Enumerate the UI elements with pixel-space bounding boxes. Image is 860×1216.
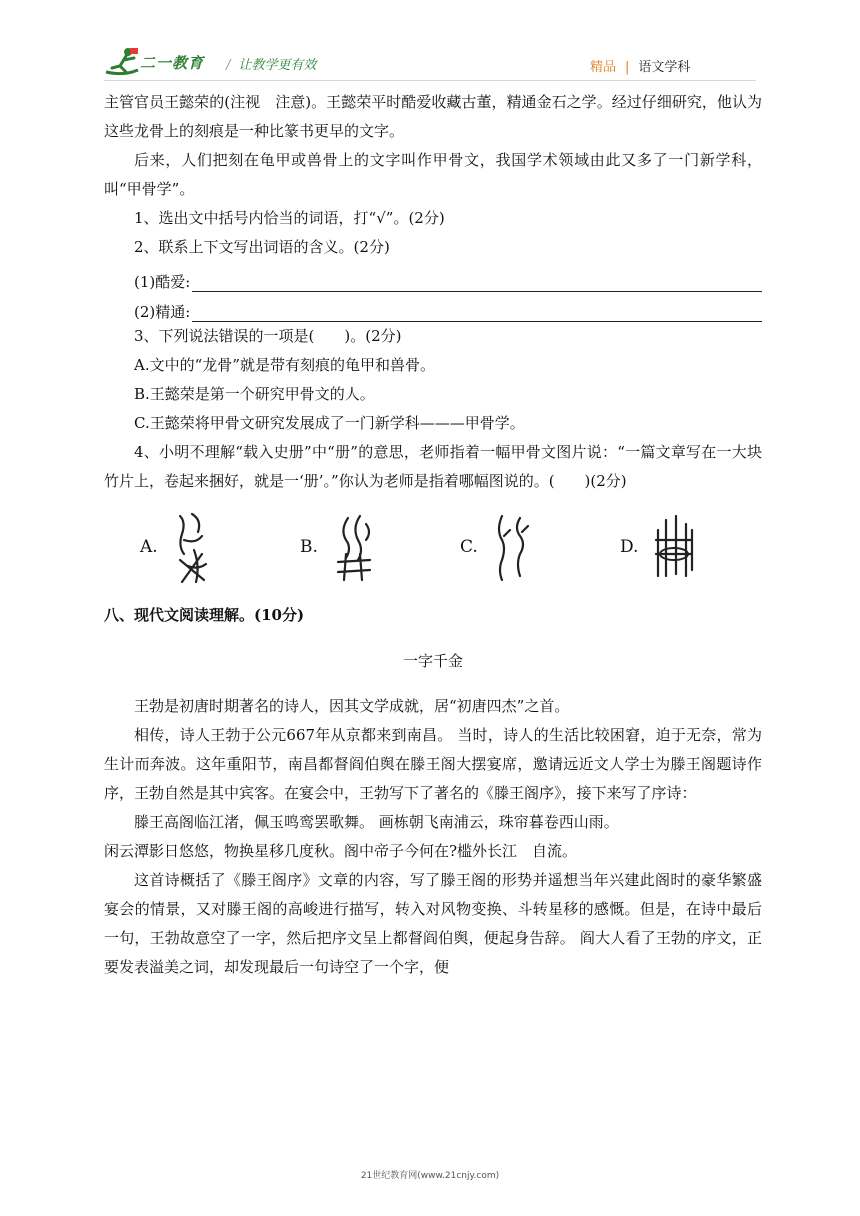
question-4: 4、小明不理解“载入史册”中“册”的意思，老师指着一幅甲骨文图片说：“一篇文章写在一大块竹片上，卷起来捆好，就是一‘册’。”你认为老师是指着哪幅图说的。( )(2分) [104, 443, 762, 490]
premium-label: 精品 [590, 60, 617, 75]
answer-label: (2)精通: [134, 303, 191, 321]
oracle-glyph-d-icon [652, 510, 696, 584]
oracle-glyph-c-icon [492, 510, 532, 584]
header-divider [104, 80, 756, 81]
question-2: 2、联系上下文写出词语的含义。(2分) [134, 238, 390, 256]
option-b: B.王懿荣是第一个研究甲骨文的人。 [134, 385, 375, 403]
page-footer: 21世纪教育网(www.21cnjy.com) [360, 1171, 500, 1181]
slogan [226, 54, 316, 73]
paragraph: 后来，人们把刻在龟甲或兽骨上的文字叫作甲骨文，我国学术领域由此又多了一门新学科，叫“甲骨学”。 [104, 151, 762, 198]
question-1: 1、选出文中括号内恰当的词语，打“√”。(2分) [134, 209, 445, 227]
answer-blank[interactable] [192, 271, 762, 292]
figure-label: A. [140, 537, 158, 557]
oracle-glyph-b-icon [332, 510, 376, 584]
figure-label: D. [620, 537, 639, 557]
figure-label: C. [460, 537, 478, 557]
slogan-text: 让教学更有效 [238, 58, 317, 73]
section-heading: 八、现代文阅读理解。(10分) [104, 606, 305, 624]
paragraph: 相传，诗人王勃于公元667年从京都来到南昌。 当时，诗人的生活比较困窘，迫于无奈，常为生计而奔波。这年重阳节，南昌都督阎伯舆在滕王阁大摆宴席，邀请远近文人学士为滕王阁题诗作序，王勃自然是其中宾客。在宴会中，王勃写下了著名的《滕王阁序》，接下来写了序诗： [104, 726, 762, 802]
figure-c [460, 510, 532, 584]
question-3: 3、下列说法错误的一项是( )。(2分) [134, 327, 402, 345]
subject-label: 语文学科 [638, 60, 691, 75]
tag-divider: | [625, 60, 630, 75]
poem-line: 滕王高阁临江渚，佩玉鸣鸾罢歌舞。 画栋朝飞南浦云，珠帘暮卷西山雨。 [134, 813, 619, 831]
poem-line: 闲云潭影日悠悠，物换星移几度秋。阁中帝子今何在?槛外长江 自流。 [104, 842, 578, 860]
answer-label: (1)酷爱: [134, 273, 191, 291]
paragraph: 这首诗概括了《滕王阁序》文章的内容，写了滕王阁的形势并遥想当年兴建此阁时的豪华繁盛宴会的情景，又对滕王阁的高峻进行描写，转入对风物变换、斗转星移的感慨。但是，在诗中最后一句，王勃故意空了一字，然后把序文呈上都督阎伯舆，便起身告辞。 阎大人看了王勃的序文，正要发表溢美之词，却发现最后一句诗空了一个字，便 [104, 871, 762, 976]
answer-blank[interactable] [192, 301, 762, 322]
paragraph: 王勃是初唐时期著名的诗人，因其文学成就，居“初唐四杰”之首。 [134, 697, 570, 715]
subject-tag [590, 56, 690, 75]
figure-d [620, 510, 696, 584]
option-c: C.王懿荣将甲骨文研究发展成了一门新学科———甲骨学。 [134, 414, 525, 432]
figure-label: B. [300, 537, 318, 557]
oracle-glyph-a-icon [172, 510, 212, 584]
oracle-figures [104, 502, 762, 594]
page-header [0, 0, 860, 90]
figure-b [300, 510, 376, 584]
answer-row-2 [134, 292, 762, 322]
slogan-separator: / [226, 58, 231, 73]
document-body [104, 88, 762, 982]
answer-row-1 [134, 262, 762, 292]
logo-text: 二一教育 [140, 54, 205, 72]
option-a: A.文中的“龙骨”就是带有刻痕的龟甲和兽骨。 [134, 356, 435, 374]
paragraph: 主管官员王懿荣的(注视 注意)。王懿荣平时酷爱收藏古董，精通金石之学。经过仔细研究，他认为这些龙骨上的刻痕是一种比篆书更早的文字。 [104, 93, 762, 140]
figure-a [140, 510, 212, 584]
story-title: 一字千金 [402, 652, 463, 670]
